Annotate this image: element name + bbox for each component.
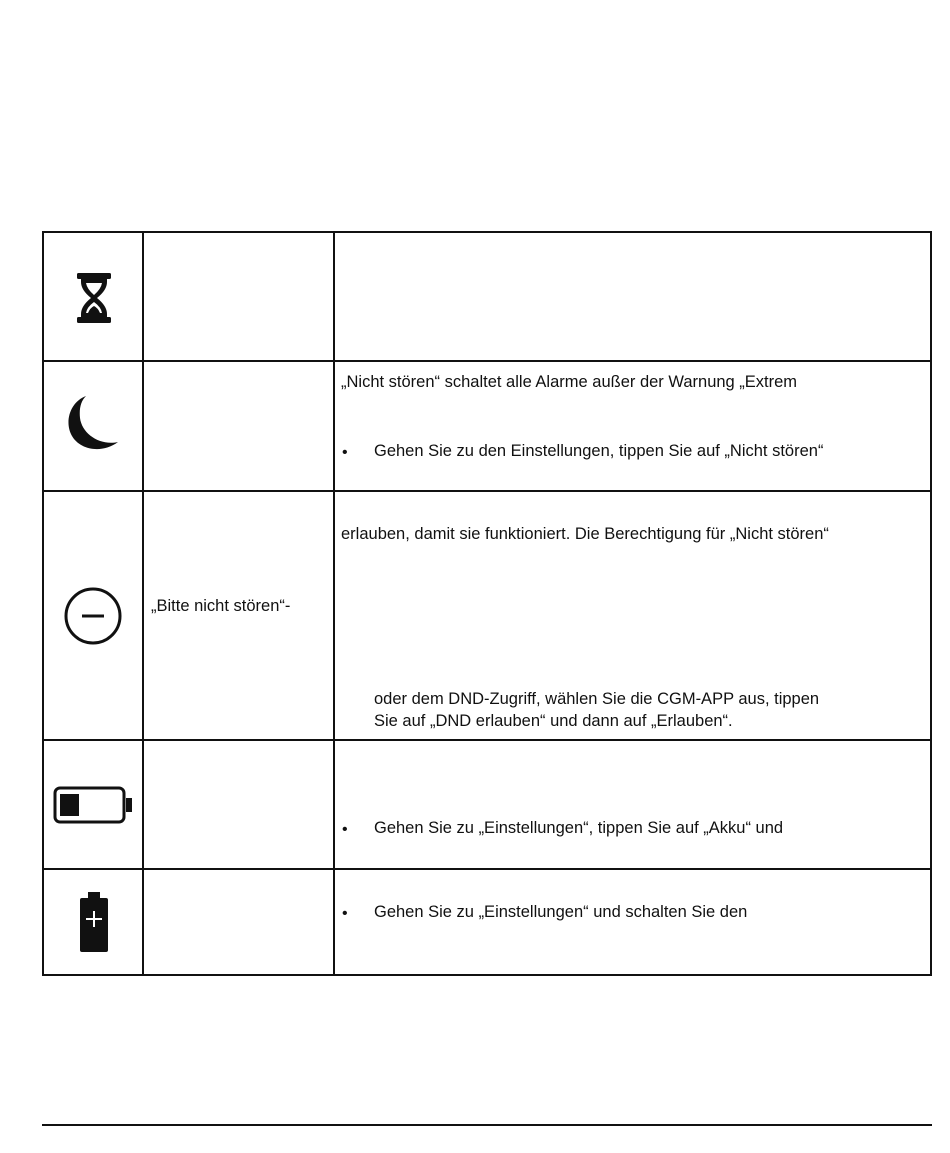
table-row-divider	[42, 868, 932, 870]
table-column-divider	[333, 231, 335, 976]
battery-charging-icon	[79, 892, 109, 952]
row-description: erlauben, damit sie funktioniert. Die Berechtigung für „Nicht stören“	[341, 525, 829, 543]
table-column-divider	[142, 231, 144, 976]
footer-rule	[42, 1124, 932, 1126]
hourglass-icon	[76, 273, 112, 323]
table-border-top	[42, 231, 932, 233]
bullet-text: Gehen Sie zu den Einstellungen, tippen Sie auf „Nicht stören“	[374, 442, 824, 460]
table-border-right	[930, 231, 932, 976]
table-row-divider	[42, 739, 932, 741]
bullet-text: Gehen Sie zu „Einstellungen“, tippen Sie auf „Akku“ und	[374, 819, 784, 837]
row-description: „Nicht stören“ schaltet alle Alarme außer der Warnung „Extrem	[341, 373, 798, 391]
table-row-divider	[42, 490, 932, 492]
bullet-point: •	[342, 821, 348, 838]
bullet-point: •	[342, 905, 348, 922]
bullet-text: Gehen Sie zu „Einstellungen“ und schalten Sie den	[374, 903, 748, 921]
table-border-left	[42, 231, 44, 976]
table-row-divider	[42, 360, 932, 362]
moon-icon	[64, 394, 120, 452]
low-battery-icon	[53, 786, 133, 824]
settings-table	[42, 231, 932, 976]
bullet-point: •	[342, 444, 348, 461]
table-border-bottom	[42, 974, 932, 976]
row-continuation-line: oder dem DND-Zugriff, wählen Sie die CGM-APP aus, tippen	[374, 690, 820, 708]
do-not-disturb-icon	[63, 586, 123, 646]
row-continuation-line: Sie auf „DND erlauben“ und dann auf „Erlauben“.	[374, 712, 733, 730]
row-name: „Bitte nicht stören“-	[151, 597, 291, 615]
